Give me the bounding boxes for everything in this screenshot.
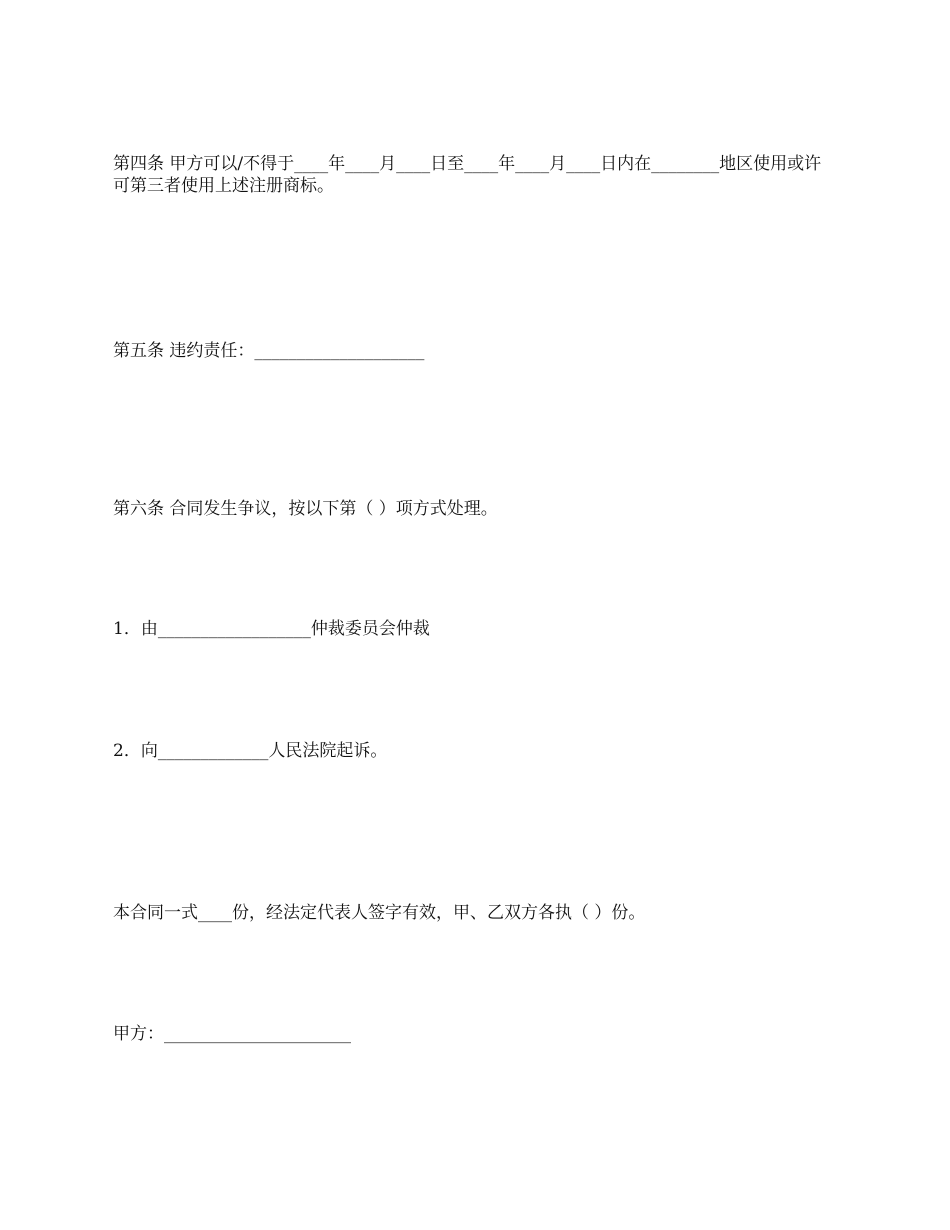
dispute-option-court: 2．向_____________人民法院起诉。	[113, 741, 388, 761]
article-5-breach-liability: 第五条 违约责任：____________________	[113, 341, 425, 361]
copies-clause: 本合同一式____份，经法定代表人签字有效，甲、乙双方各执（ ）份。	[113, 903, 646, 923]
party-a-signature-line: 甲方：______________________	[113, 1024, 351, 1044]
dispute-option-arbitration: 1．由__________________仲裁委员会仲裁	[113, 619, 430, 639]
article-6-dispute-resolution: 第六条 合同发生争议，按以下第（ ）项方式处理。	[113, 499, 498, 519]
article-4-usage-period: 第四条 甲方可以/不得于____年____月____日至____年____月____日内在________地区使用或许可第三者使用上述注册商标。	[113, 154, 822, 196]
